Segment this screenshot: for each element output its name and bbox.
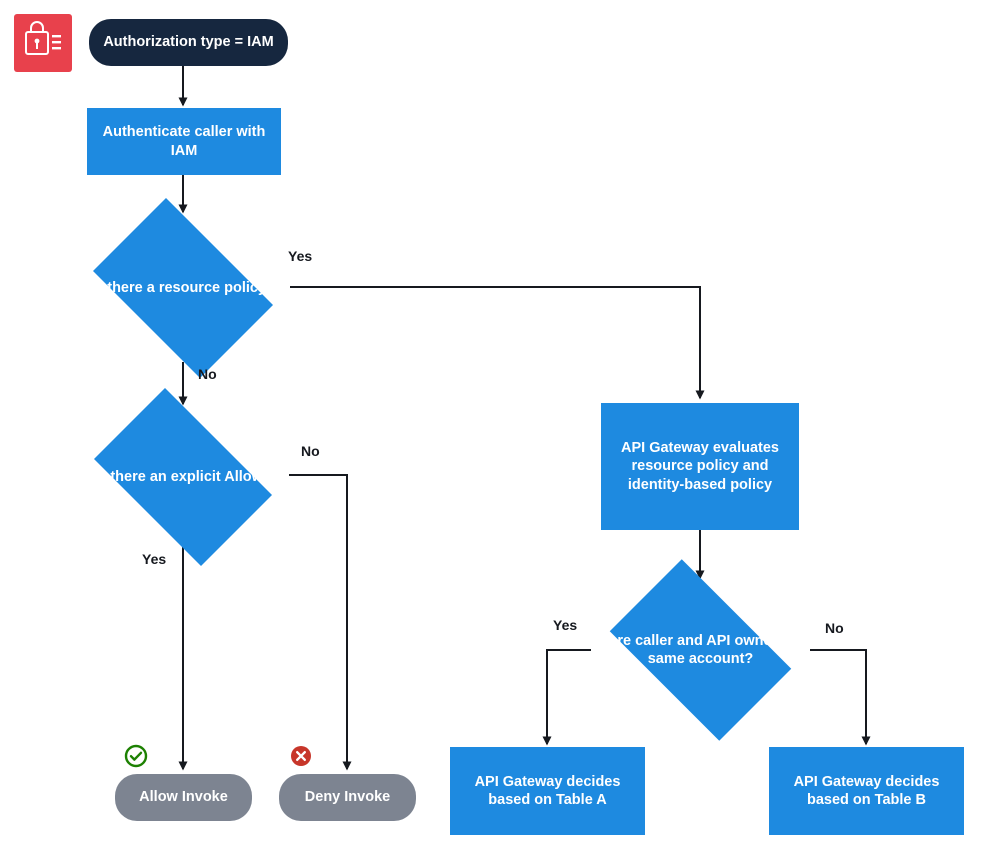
node-decides-table-a: [450, 747, 645, 835]
decision-are-caller-and-api-owner-in-same-account: [591, 578, 810, 722]
edge-label-resource-policy-yes: Yes: [288, 248, 313, 264]
edge-label-same-account-no: No: [825, 620, 844, 636]
node-authenticate-caller: [87, 108, 281, 175]
node-authenticate-caller-label: Authenticate caller with IAM: [102, 124, 266, 159]
node-decides-table-b-label: API Gateway decides based on Table B: [793, 773, 940, 808]
edge-label-explicit-allow-yes: Yes: [142, 551, 167, 567]
node-deny-invoke-label: Deny Invoke: [304, 789, 391, 806]
node-api-gateway-evaluates-policies-label: API Gateway evaluates resource policy and identity-based policy: [621, 440, 779, 493]
node-api-gateway-evaluates-policies: [601, 403, 799, 530]
decision-is-there-a-resource-policy-label: Is there a resource policy?: [91, 279, 275, 296]
node-allow-invoke: [115, 774, 252, 821]
decision-is-there-an-explicit-allow-label: Is there an explicit Allow?: [94, 468, 272, 485]
allow-check-icon: [124, 744, 148, 768]
deny-cross-icon: [289, 744, 313, 768]
decision-is-there-a-resource-policy: [76, 215, 290, 361]
node-decides-table-a-label: API Gateway decides based on Table A: [474, 773, 621, 808]
aws-security-identity-compliance-icon: [14, 14, 72, 72]
node-decides-table-b: [769, 747, 964, 835]
node-allow-invoke-label: Allow Invoke: [139, 789, 228, 806]
decision-is-there-an-explicit-allow: [76, 406, 290, 548]
node-deny-invoke: [279, 774, 416, 821]
decision-same-account-label: Are caller and API owner in same account?: [606, 632, 795, 667]
edge-label-same-account-yes: Yes: [553, 617, 578, 633]
node-authorization-type: [89, 19, 288, 66]
edge-label-explicit-allow-no: No: [301, 443, 320, 459]
edge-label-resource-policy-no: No: [198, 366, 217, 382]
node-authorization-type-label: Authorization type = IAM: [103, 34, 274, 51]
